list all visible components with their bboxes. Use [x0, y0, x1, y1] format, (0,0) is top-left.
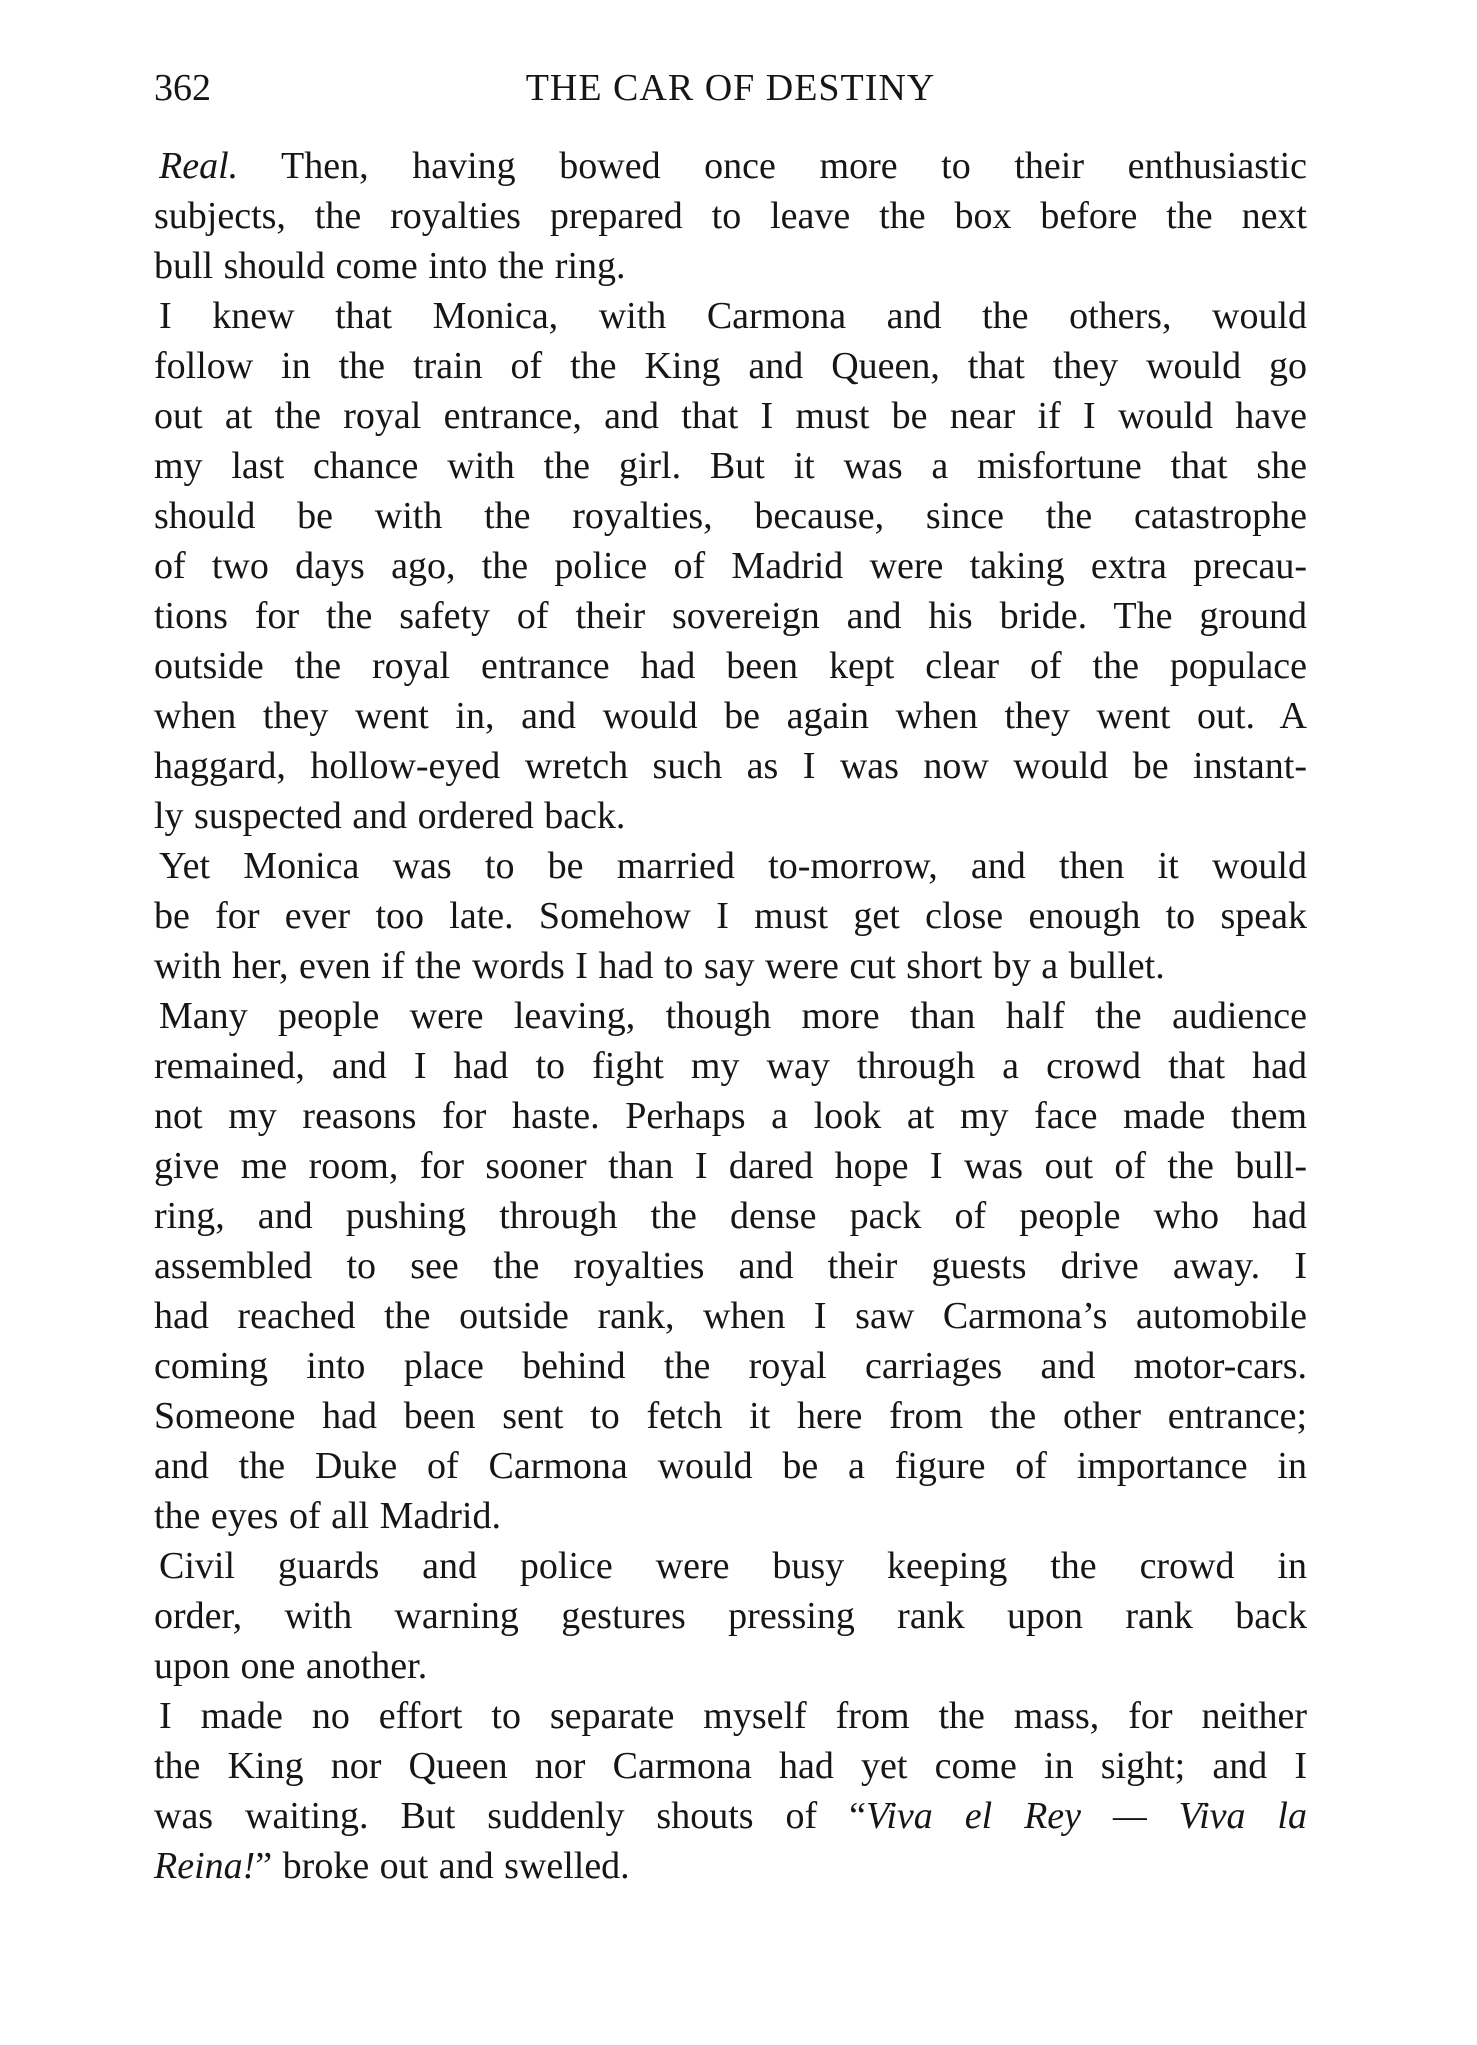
- text-line: [154, 1091, 1307, 1141]
- text-line: [154, 1441, 1307, 1491]
- text-line: [154, 1691, 1307, 1741]
- text-line: [154, 1041, 1307, 1091]
- text-segment: Yet Monica was to be married to-morrow, and then it would: [159, 845, 1307, 887]
- text-line: [154, 241, 1307, 291]
- text-segment: follow in the train of the King and Queen, that they would go: [154, 345, 1307, 387]
- text-segment: the King nor Queen nor Carmona had yet come in sight; and I: [154, 1745, 1307, 1787]
- text-line: [154, 441, 1307, 491]
- paragraph: [154, 291, 1307, 841]
- text-segment: ” broke out and swelled.: [255, 1845, 630, 1887]
- text-segment: my last chance with the girl. But it was a misfortune that she: [154, 445, 1307, 487]
- text-line: [154, 941, 1307, 991]
- paragraph: [154, 991, 1307, 1541]
- text-segment: order, with warning gestures pressing rank upon rank back: [154, 1595, 1307, 1637]
- text-line: [154, 741, 1307, 791]
- text-line: [154, 291, 1307, 341]
- text-segment: when they went in, and would be again when they went out. A: [154, 695, 1307, 737]
- text-segment: ly suspected and ordered back.: [154, 795, 626, 837]
- text-segment: out at the royal entrance, and that I must be near if I would have: [154, 395, 1307, 437]
- text-line: [154, 1491, 1307, 1541]
- text-segment: outside the royal entrance had been kept clear of the populace: [154, 645, 1307, 687]
- italic-text: Viva el Rey — Viva la: [865, 1795, 1307, 1837]
- text-segment: of two days ago, the police of Madrid were taking extra precau-: [154, 545, 1307, 587]
- text-segment: with her, even if the words I had to say were cut short by a bullet.: [154, 945, 1165, 987]
- text-segment: ring, and pushing through the dense pack of people who had: [154, 1195, 1307, 1237]
- text-line: [154, 1341, 1307, 1391]
- text-line: [154, 1391, 1307, 1441]
- text-line: [154, 691, 1307, 741]
- page-number: 362: [154, 67, 211, 109]
- text-segment: tions for the safety of their sovereign and his bride. The ground: [154, 595, 1307, 637]
- text-line: [154, 891, 1307, 941]
- text-line: [154, 1191, 1307, 1241]
- text-segment: had reached the outside rank, when I saw Carmona’s automobile: [154, 1295, 1307, 1337]
- text-segment: bull should come into the ring.: [154, 245, 626, 287]
- text-segment: I knew that Monica, with Carmona and the others, would: [159, 295, 1307, 337]
- text-segment: coming into place behind the royal carriages and motor-cars.: [154, 1345, 1307, 1387]
- paragraph: [154, 1541, 1307, 1691]
- text-line: [154, 1641, 1307, 1691]
- text-segment: Many people were leaving, though more than half the audience: [159, 995, 1307, 1037]
- text-segment: haggard, hollow-eyed wretch such as I was now would be instant-: [154, 745, 1307, 787]
- text-line: [154, 641, 1307, 691]
- text-line: [154, 991, 1307, 1041]
- text-segment: subjects, the royalties prepared to leave the box before the next: [154, 195, 1307, 237]
- text-line: [154, 1841, 1307, 1891]
- text-line: [154, 591, 1307, 641]
- text-segment: the eyes of all Madrid.: [154, 1495, 501, 1537]
- text-line: [154, 341, 1307, 391]
- text-segment: was waiting. But suddenly shouts of “: [154, 1795, 866, 1837]
- text-segment: upon one another.: [154, 1645, 428, 1687]
- text-line: [154, 491, 1307, 541]
- text-line: [154, 391, 1307, 441]
- text-line: [154, 1741, 1307, 1791]
- text-line: [154, 841, 1307, 891]
- text-line: [154, 541, 1307, 591]
- text-segment: and the Duke of Carmona would be a figure of importance in: [154, 1445, 1307, 1487]
- text-segment: remained, and I had to fight my way through a crowd that had: [154, 1045, 1307, 1087]
- text-segment: Civil guards and police were busy keeping the crowd in: [159, 1545, 1307, 1587]
- paragraph: [154, 141, 1307, 291]
- text-line: [154, 791, 1307, 841]
- text-line: [154, 1291, 1307, 1341]
- text-line: [154, 1241, 1307, 1291]
- text-line: [154, 141, 1307, 191]
- text-segment: not my reasons for haste. Perhaps a look at my face made them: [154, 1095, 1307, 1137]
- italic-text: Reina!: [154, 1845, 256, 1887]
- text-line: [154, 1791, 1307, 1841]
- text-line: [154, 191, 1307, 241]
- text-segment: I made no effort to separate myself from the mass, for neither: [159, 1695, 1307, 1737]
- text-line: [154, 1141, 1307, 1191]
- running-title: THE CAR OF DESTINY: [525, 67, 936, 109]
- text-line: [154, 1541, 1307, 1591]
- text-line: [154, 1591, 1307, 1641]
- running-header: [154, 62, 1307, 114]
- text-segment: Someone had been sent to fetch it here from the other entrance;: [154, 1395, 1307, 1437]
- paragraph: [154, 841, 1307, 991]
- paragraph: [154, 1691, 1307, 1891]
- text-segment: be for ever too late. Somehow I must get close enough to speak: [154, 895, 1307, 937]
- text-segment: give me room, for sooner than I dared hope I was out of the bull-: [154, 1145, 1307, 1187]
- text-segment: should be with the royalties, because, since the catastrophe: [154, 495, 1307, 537]
- text-segment: assembled to see the royalties and their guests drive away. I: [154, 1245, 1307, 1287]
- italic-text: Real.: [159, 145, 239, 187]
- text-segment: Then, having bowed once more to their enthusiastic: [238, 145, 1307, 187]
- page-body: [154, 141, 1307, 1891]
